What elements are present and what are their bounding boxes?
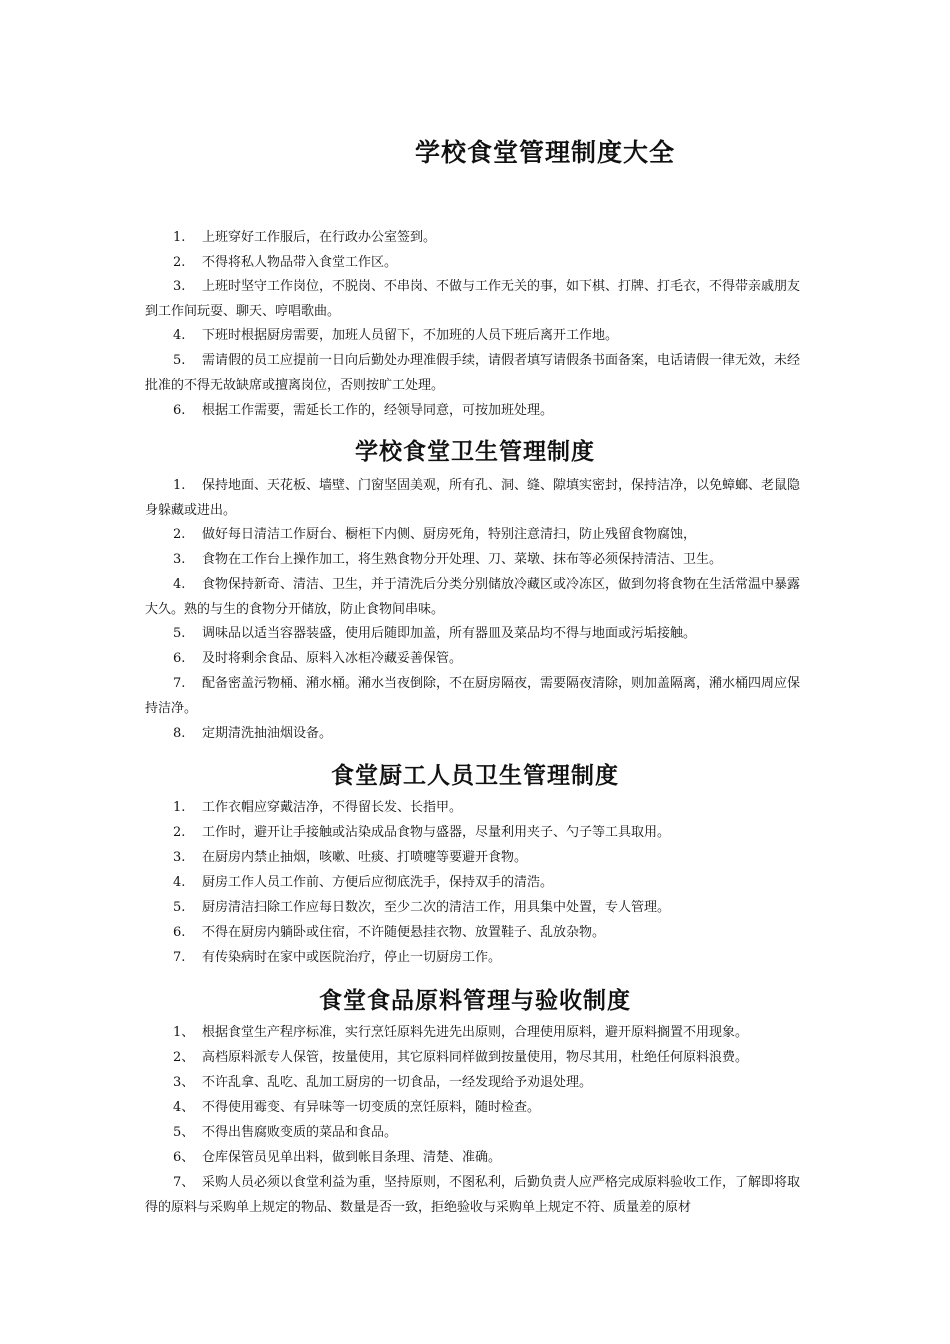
item-text: 不得使用霉变、有异味等一切变质的烹饪原料，随时检查。 [202, 1100, 541, 1115]
list-item [145, 274, 810, 324]
item-number: 2. [173, 527, 186, 542]
item-number: 6. [173, 403, 186, 418]
item-text: 上班穿好工作服后，在行政办公室签到。 [202, 230, 437, 245]
item-number: 5、 [173, 1125, 195, 1140]
item-number: 6、 [173, 1150, 195, 1165]
item-number: 1、 [173, 1025, 195, 1040]
item-number: 7. [173, 676, 186, 691]
item-number: 5. [173, 353, 186, 368]
list-item [145, 250, 810, 275]
list-item [145, 1020, 810, 1045]
list-item [145, 348, 810, 398]
list-item [145, 572, 810, 622]
item-number: 7. [173, 950, 186, 965]
item-text: 有传染病时在家中或医院治疗，停止一切厨房工作。 [202, 950, 502, 965]
list-item [145, 225, 810, 250]
item-text: 厨房清洁扫除工作应每日数次，至少二次的清洁工作，用具集中处置，专人管理。 [202, 900, 671, 915]
item-text: 调味品以适当容器装盛，使用后随即加盖，所有器皿及菜品均不得与地面或污垢接触。 [202, 626, 697, 641]
item-text: 厨房工作人员工作前、方便后应彻底洗手，保持双手的清浩。 [202, 875, 554, 890]
item-text: 定期清洗抽油烟设备。 [202, 726, 333, 741]
list-item [145, 547, 810, 572]
item-number: 4. [173, 328, 186, 343]
item-text: 食物在工作台上操作加工，将生熟食物分开处理、刀、菜墩、抹布等必须保持清洁、卫生。 [202, 552, 723, 567]
list-item [145, 473, 810, 523]
list-item [145, 845, 810, 870]
list-item [145, 671, 810, 721]
item-number: 2、 [173, 1050, 195, 1065]
list-item [145, 1095, 810, 1120]
item-number: 6. [173, 925, 186, 940]
list-item [145, 895, 810, 920]
item-text: 工作时，避开让手接触或沾染成品食物与盛器，尽量利用夹子、勺子等工具取用。 [202, 825, 671, 840]
item-text: 做好每日清洁工作厨台、橱柜下内侧、厨房死角，特别注意清扫，防止残留食物腐蚀， [202, 527, 697, 542]
list-item [145, 1120, 810, 1145]
item-text: 根据食堂生产程序标准，实行烹饪原料先进先出原则，合理使用原料，避开原料搁置不用现象。 [202, 1025, 749, 1040]
section-title: 食堂食品原料管理与验收制度 [319, 987, 631, 1014]
list-item [145, 1170, 810, 1220]
item-text: 不得将私人物品带入食堂工作区。 [202, 255, 398, 270]
item-number: 4. [173, 577, 186, 592]
item-text: 配备密盖污物桶、潲水桶。潲水当夜倒除，不在厨房隔夜，需要隔夜清除，则加盖隔离，潲水桶四周应保持洁净。 [145, 676, 801, 716]
item-text: 不许乱拿、乱吃、乱加工厨房的一切食品，一经发现给予劝退处理。 [202, 1075, 593, 1090]
section-title: 食堂厨工人员卫生管理制度 [331, 762, 619, 789]
item-number: 4. [173, 875, 186, 890]
section-title: 学校食堂卫生管理制度 [355, 438, 595, 465]
item-text: 不得在厨房内躺卧或住宿，不许随便悬挂衣物、放置鞋子、乱放杂物。 [202, 925, 606, 940]
list-item [145, 945, 810, 970]
item-text: 采购人员必须以食堂利益为重，坚持原则，不图私利，后勤负责人应严格完成原料验收工作，了解即将取得的原料与采购单上规定的物品、数量是否一致，拒绝验收与采购单上规定不符、质量差的原材 [145, 1175, 801, 1215]
list-item [145, 646, 810, 671]
item-number: 1. [173, 230, 186, 245]
item-text: 需请假的员工应提前一日向后勤处办理准假手续，请假者填写请假条书面备案，电话请假一律无效，未经批准的不得无故缺席或擅离岗位，否则按旷工处理。 [145, 353, 801, 393]
list-item [145, 870, 810, 895]
list-item [145, 795, 810, 820]
list-item [145, 323, 810, 348]
list-item [145, 1070, 810, 1095]
item-number: 1. [173, 800, 186, 815]
item-number: 3、 [173, 1075, 195, 1090]
item-number: 4、 [173, 1100, 195, 1115]
item-number: 2. [173, 825, 186, 840]
item-number: 2. [173, 255, 186, 270]
list-item [145, 820, 810, 845]
item-number: 3. [173, 279, 186, 294]
item-text: 不得出售腐败变质的菜品和食品。 [202, 1125, 398, 1140]
item-text: 下班时根据厨房需要，加班人员留下，不加班的人员下班后离开工作地。 [202, 328, 619, 343]
list-item [145, 398, 810, 423]
item-text: 高档原料派专人保管，按量使用，其它原料同样做到按量使用，物尽其用，杜绝任何原料浪费。 [202, 1050, 749, 1065]
list-item [145, 920, 810, 945]
list-item [145, 721, 810, 746]
list-item [145, 522, 810, 547]
item-text: 在厨房内禁止抽烟，咳嗽、吐痰、打喷嚏等要避开食物。 [202, 850, 528, 865]
item-text: 及时将剩余食品、原料入冰柜冷藏妥善保管。 [202, 651, 463, 666]
item-text: 保持地面、天花板、墙壁、门窗坚固美观，所有孔、洞、缝、隙填实密封，保持洁净，以免蟑螂、老鼠隐身躲藏或进出。 [145, 478, 801, 518]
item-text: 根据工作需要，需延长工作的，经领导同意，可按加班处理。 [202, 403, 554, 418]
item-number: 5. [173, 900, 186, 915]
item-number: 5. [173, 626, 186, 641]
item-text: 上班时坚守工作岗位，不脱岗、不串岗、不做与工作无关的事，如下棋、打牌、打毛衣，不得带亲戚朋友到工作间玩耍、聊天、哼唱歌曲。 [145, 279, 801, 319]
list-item [145, 1145, 810, 1170]
list-item [145, 1045, 810, 1070]
item-number: 6. [173, 651, 186, 666]
document-title: 学校食堂管理制度大全 [414, 138, 675, 167]
item-text: 食物保持新奇、清洁、卫生，并于清洗后分类分别储放冷藏区或冷冻区，做到勿将食物在生活常温中暴露大久。熟的与生的食物分开储放，防止食物间串味。 [145, 577, 801, 617]
item-number: 8. [173, 726, 186, 741]
list-item [145, 621, 810, 646]
item-number: 7、 [173, 1175, 195, 1190]
item-number: 3. [173, 850, 186, 865]
item-text: 工作衣帽应穿戴洁净，不得留长发、长指甲。 [202, 800, 463, 815]
item-number: 1. [173, 478, 186, 493]
item-text: 仓库保管员见单出料，做到帐目条理、清楚、准确。 [202, 1150, 502, 1165]
item-number: 3. [173, 552, 186, 567]
